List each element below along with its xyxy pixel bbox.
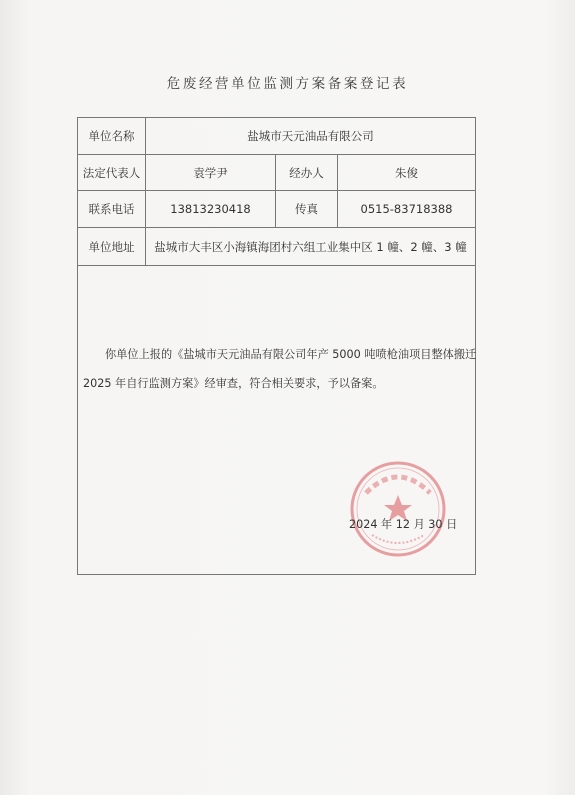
fax-value: 0515-83718388 [360,202,453,216]
handler-value: 朱俊 [395,165,418,180]
unit-name-value: 盐城市天元油品有限公司 [247,129,374,143]
fax-label: 传真 [276,191,338,227]
phone-value: 13813230418 [146,191,276,227]
approval-date: 2024 年 12 月 30 日 [349,518,458,531]
unit-name-label: 单位名称 [78,118,146,154]
unit-name-row [78,118,475,155]
handler-label: 经办人 [276,155,338,190]
registration-form [77,117,476,575]
phone-label: 联系电话 [78,191,146,227]
approval-line-2: 2025 年自行监测方案》经审查，符合相关要求，予以备案。 [83,377,384,390]
document-title: 危废经营单位监测方案备案登记表 [166,76,409,92]
legal-rep-value: 袁学尹 [146,155,276,190]
approval-statement [78,340,475,398]
official-seal-stamp [348,459,448,559]
legal-rep-row [78,155,475,191]
address-row [78,228,475,266]
approval-line-1: 你单位上报的《盐城市天元油品有限公司年产 5000 吨喷枪油项目整体搬迁 [105,348,477,361]
address-value: 盐城市大丰区小海镇海团村六组工业集中区 1 幢、2 幢、3 幢 [154,239,467,254]
legal-rep-label: 法定代表人 [78,155,146,190]
contact-row [78,191,475,228]
address-label: 单位地址 [78,228,146,265]
